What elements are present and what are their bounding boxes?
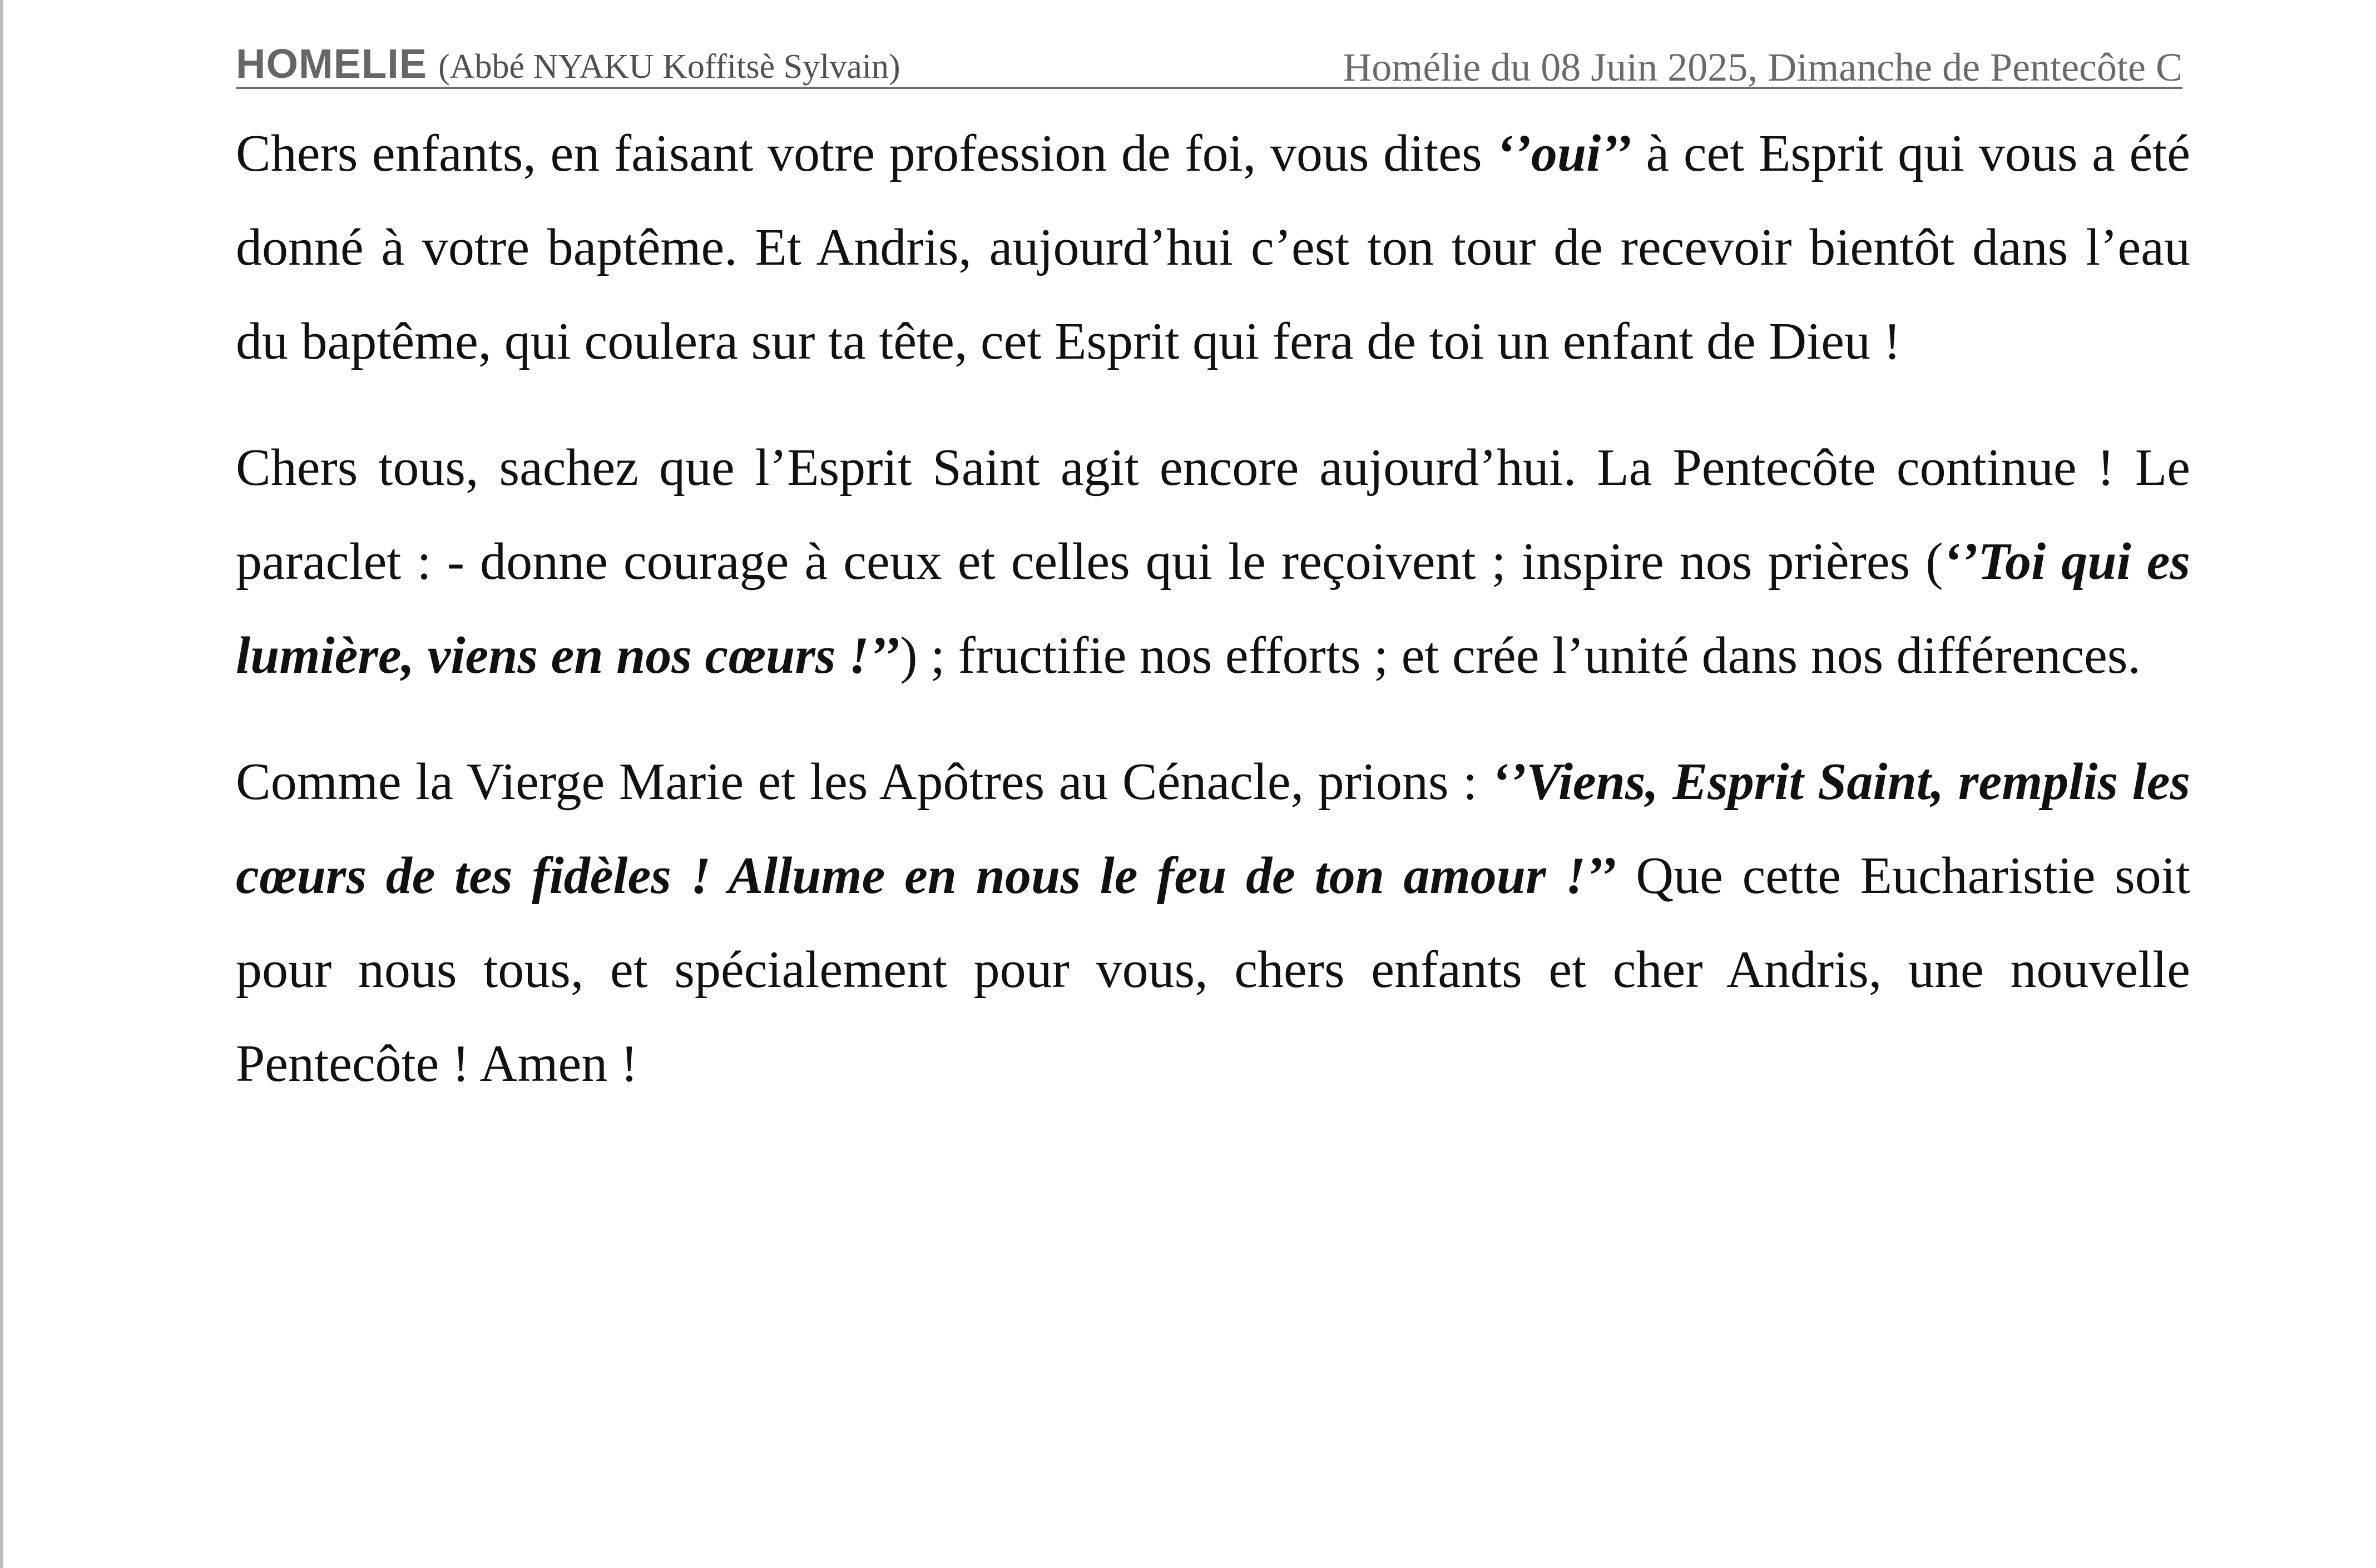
paragraph-emphasis: ‘’Toi qui es lumière, viens en nos cœurs !’’ (236, 533, 2191, 684)
page-left-edge (0, 0, 3, 1568)
header-date-line: Homélie du 08 Juin 2025, Dimanche de Pentecôte C (1343, 45, 2182, 90)
page-header (236, 40, 2182, 89)
paragraph-2 (236, 421, 2190, 703)
paragraph-segment: à cet Esprit qui vous a été donné à votre baptême. Et Andris, aujourd’hui c’est ton tour de recevoir bientôt dans l’eau du baptême, qui coulera sur ta tête, cet Esprit qui fera de toi un enfant de Dieu ! (236, 125, 2191, 370)
paragraph-segment: Chers enfants, en faisant votre profession de foi, vous dites (236, 125, 1497, 182)
header-author: (Abbé NYAKU Koffitsè Sylvain) (438, 48, 900, 86)
paragraph-3 (236, 735, 2190, 1111)
paragraph-segment: ) ; fructifie nos efforts ; et crée l’unité dans nos différences. (900, 627, 2141, 684)
paragraph-emphasis: ‘’Viens, Esprit Saint, remplis les cœurs de tes fidèles ! Allume en nous le feu de ton amour !’’ (236, 753, 2190, 905)
header-title: HOMELIE (236, 41, 428, 87)
homily-body (236, 107, 2190, 1143)
paragraph-segment: Chers tous, sachez que l’Esprit Saint agit encore aujourd’hui. La Pentecôte continue ! Le paraclet : - donne courage à ceux et celles qui le reçoivent ; inspire nos prières ( (236, 439, 2190, 591)
paragraph-1 (236, 107, 2190, 389)
header-left (236, 40, 900, 87)
paragraph-segment: Comme la Vierge Marie et les Apôtres au Cénacle, prions : (236, 753, 1492, 811)
paragraph-emphasis: ‘’oui’’ (1496, 125, 1632, 182)
paragraph-segment: Que cette Eucharistie soit pour nous tous, et spécialement pour vous, chers enfants et cher Andris, une nouvelle Pentecôte ! Amen ! (236, 847, 2190, 1093)
